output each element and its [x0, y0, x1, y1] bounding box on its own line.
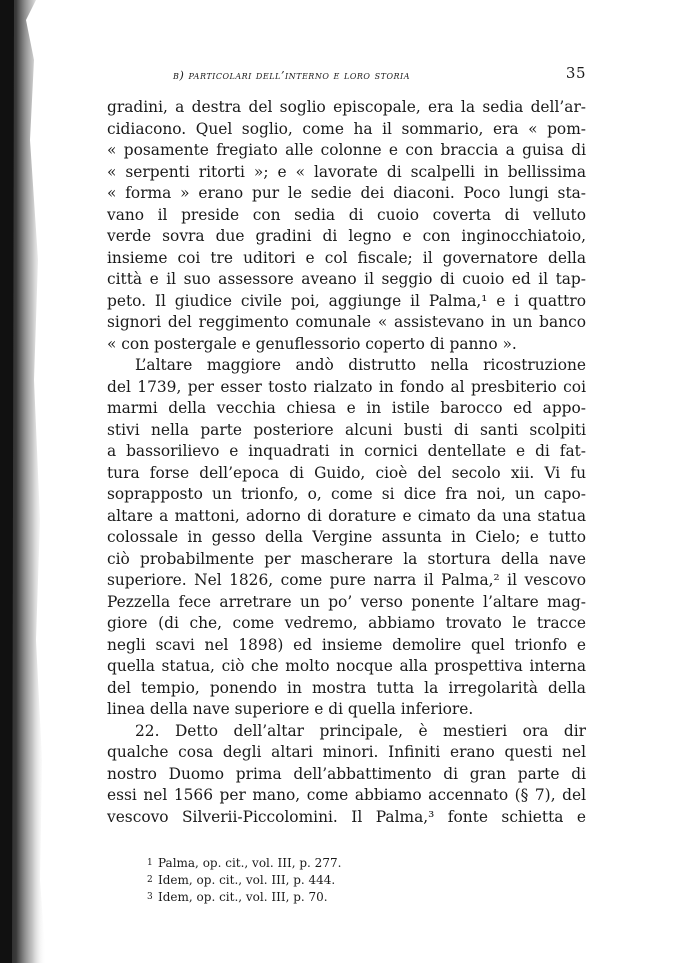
footnote: [147, 889, 586, 906]
footnote-mark: 3: [147, 892, 153, 902]
text-line: « con postergale e genuflessorio coperto di panno ».: [107, 334, 517, 353]
text-line: vescovo Silverii-Piccolomini. Il Palma,³ fonte schietta e: [107, 807, 586, 826]
text-line: gradini, a destra del soglio episcopale, era la sedia dell’ar-: [107, 98, 586, 116]
text-line: marmi della vecchia chiesa e in istile barocco ed appo-: [107, 399, 586, 417]
text-line: colossale in gesso della Vergine assunta in Cielo; e tutto: [107, 528, 586, 546]
text-line: essi nel 1566 per mano, come abbiamo accennato (§ 7), del: [107, 786, 586, 804]
text-line: « serpenti ritorti »; e « lavorate di scalpelli in bellissima: [107, 162, 586, 181]
text-line: nostro Duomo prima dell’abbattimento di gran parte di: [107, 764, 586, 783]
text-line: superiore. Nel 1826, come pure narra il Palma,² il vescovo: [107, 571, 586, 589]
text-line: a bassorilievo e inquadrati in cornici dentellate e di fat-: [107, 442, 586, 460]
text-line: cidiacono. Quel soglio, come ha il sommario, era « pom-: [107, 119, 586, 138]
text-line: Pezzella fece arretrare un po’ verso ponente l’altare mag-: [107, 592, 586, 611]
footnote-text: Idem, op. cit., vol. III, p. 70.: [158, 890, 328, 904]
footnotes: [107, 855, 586, 906]
book-page: [107, 62, 586, 906]
text-line: linea della nave superiore e di quella inferiore.: [107, 700, 474, 718]
text-line: tura forse dell’epoca di Guido, cioè del secolo xii. Vi fu: [107, 463, 586, 482]
text-line: « forma » erano pur le sedie dei diaconi. Poco lungi sta-: [107, 184, 586, 202]
text-line: 22. Detto dell’altar principale, è mestieri ora dir: [135, 721, 586, 740]
text-line: insieme coi tre uditori e col fiscale; il governatore della: [107, 248, 586, 267]
footnote-mark: 2: [147, 875, 153, 885]
text-line: giore (di che, come vedremo, abbiamo trovato le tracce: [107, 614, 586, 632]
text-line: stivi nella parte posteriore alcuni busti di santi scolpiti: [107, 420, 586, 439]
footnote-text: Palma, op. cit., vol. III, p. 277.: [158, 856, 342, 870]
text-line: soprapposto un trionfo, o, come si dice fra noi, un capo-: [107, 485, 586, 503]
footnote: [147, 855, 586, 872]
running-head: [107, 62, 586, 86]
footnote-text: Idem, op. cit., vol. III, p. 444.: [158, 873, 336, 887]
body-text: [107, 97, 586, 828]
text-line: qualche cosa degli altari minori. Infiniti erano questi nel: [107, 743, 586, 761]
text-line: peto. Il giudice civile poi, aggiunge il Palma,¹ e i quattro: [107, 291, 586, 310]
text-line: del 1739, per esser tosto rialzato in fondo al presbiterio coi: [107, 377, 586, 396]
text-line: altare a mattoni, adorno di dorature e cimato da una statua: [107, 506, 586, 525]
text-line: negli scavi nel 1898) ed insieme demolire quel trionfo e: [107, 635, 586, 654]
text-line: signori del reggimento comunale « assistevano in un banco: [107, 313, 586, 331]
text-line: vano il preside con sedia di cuoio coverta di velluto: [107, 205, 586, 224]
footnote-mark: 1: [147, 858, 153, 868]
running-head-title: b) particolari dell’interno e loro storia: [173, 68, 410, 82]
text-line: « posamente fregiato alle colonne e con braccia a guisa di: [107, 141, 586, 159]
text-line: città e il suo assessore aveano il seggio di cuoio ed il tap-: [107, 270, 586, 288]
text-line: del tempio, ponendo in mostra tutta la irregolarità della: [107, 678, 586, 697]
binding-shadow: [0, 0, 70, 963]
footnote: [147, 872, 586, 889]
page-number: 35: [565, 64, 586, 82]
text-line: L’altare maggiore andò distrutto nella ricostruzione: [135, 356, 586, 374]
text-line: ciò probabilmente per mascherare la stortura della nave: [107, 549, 586, 568]
text-line: quella statua, ciò che molto nocque alla prospettiva interna: [107, 657, 586, 675]
text-line: verde sovra due gradini di legno e con inginocchiatoio,: [107, 227, 586, 245]
